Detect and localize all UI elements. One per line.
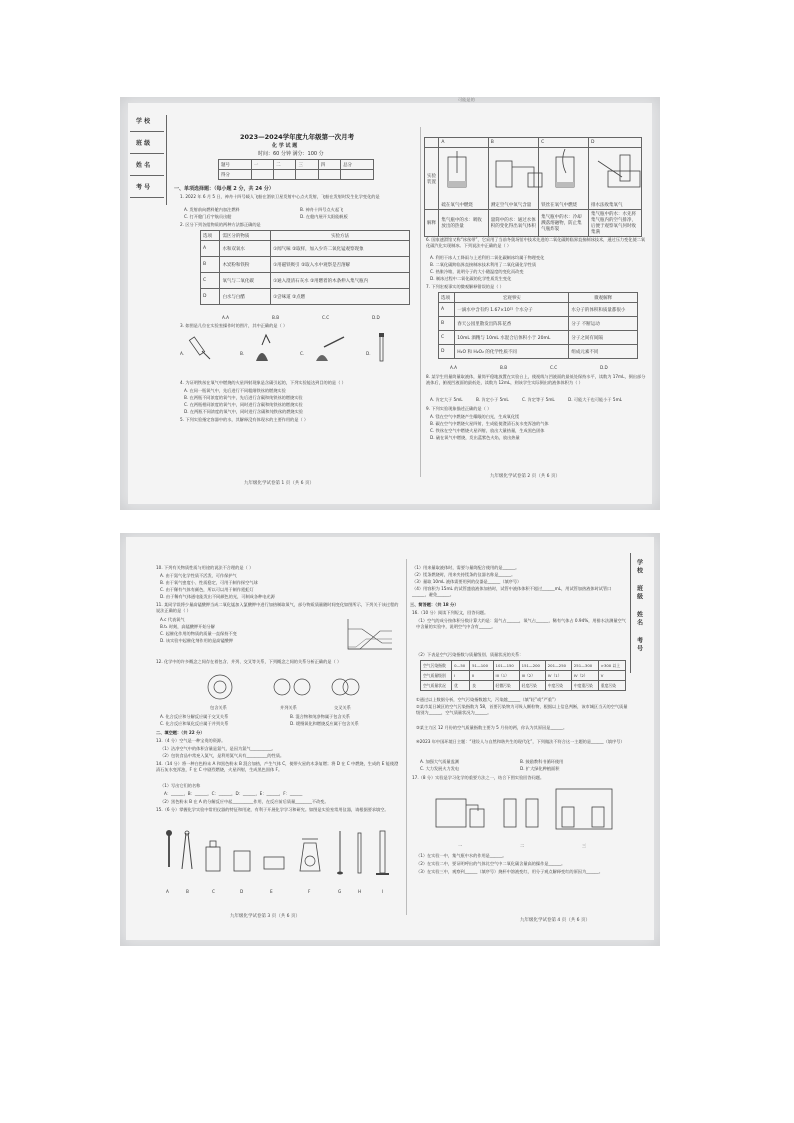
q10-option: C. 由于稀有气体有颜色，所以可以用于制作霓虹灯 <box>160 587 254 592</box>
q2-cell: A <box>201 241 220 257</box>
side-label: 学 校 <box>136 118 151 125</box>
side-label: 班 级 <box>136 140 151 147</box>
page-footer: 九年级化学试卷第 1 页（共 6 页） <box>244 481 314 486</box>
column-divider <box>420 127 421 477</box>
air-quality-table <box>420 660 626 691</box>
glass-rod-icon <box>337 831 343 875</box>
score-cell <box>274 170 296 180</box>
q13-part: （2）包装食品中常充入氮气，是利用氮气具有__________的性质。 <box>160 753 285 758</box>
q3-label: B. <box>240 351 245 356</box>
graph-axes <box>348 619 392 649</box>
q5-caption: 铁丝在氧气中燃烧 <box>541 203 578 208</box>
q8-option: D. 可能大于也可能小于 5mL <box>568 397 622 402</box>
question-6: 6. 国家速滑馆又称“冰丝带”，它采用了当前冬奥场馆中技术先进的二氧化碳跨临界直接制冰技术，通过压力变化使二氧化碳汽化实现制冰。下列说法中正确的是（ ） <box>426 237 646 248</box>
q7-table <box>438 292 638 359</box>
tongs-icon <box>182 831 192 869</box>
q5-row-label: 实验装置 <box>425 148 439 210</box>
sulfur-burning-jar <box>448 151 466 187</box>
score-cell: 三 <box>296 160 318 170</box>
q2-choice: B.B <box>272 315 280 320</box>
question-13: 13.（4 分）空气是一种宝贵的资源。 <box>156 738 226 743</box>
inner-circle <box>214 681 226 693</box>
q15-label: E <box>270 889 273 894</box>
q2-choice: D.D <box>372 315 380 320</box>
q16-option: A. 加强大气质量监测 <box>420 759 459 764</box>
q2-choice: C.C <box>322 315 330 320</box>
question-4: 4. 为证明铁丝在氧气中燃烧的火星四射现象是含碳引起的，下列实验能达到目的的是（ ） <box>180 380 346 385</box>
q6-option: D. 制冰过程中二氧化碳的化学性质发生变化 <box>430 276 512 281</box>
q11-option: C. 起催化作用的物质的质量一直保持不变 <box>160 631 237 636</box>
aqi-cell: 中度污染 <box>545 681 571 691</box>
q3-label: A. <box>180 351 185 356</box>
q2-cell: 氧气与二氧化碳 <box>220 273 271 289</box>
score-cell: 题号 <box>219 160 252 170</box>
side-label: 姓 名 <box>635 611 643 626</box>
q7-cell: B <box>439 317 455 331</box>
q10-option: B. 由于氧气密度小、性质稳定，可用于制作探空气球 <box>160 580 258 585</box>
q7-cell: 10mL 酒精与 10mL 水混合后体积小于 20mL <box>455 331 569 345</box>
experiment-one-apparatus <box>436 799 484 827</box>
q7-cell: 水分子的体积和质量都很小 <box>569 303 638 317</box>
q14-blanks: A：______，B：______，C：______，D：______，E：______，F：______ <box>164 791 303 796</box>
q3-lab-figures <box>176 331 416 365</box>
question-10: 10. 下列有关物质性质与用途的说法不合理的是（ ） <box>156 565 254 570</box>
page-footer: 九年级化学试卷第 3 页（共 6 页） <box>230 914 300 919</box>
score-cell <box>341 170 374 180</box>
q17-part: （2）在实验二中，要证明呼出的气体比空气中二氧化碳含量高的操作是______。 <box>416 861 566 866</box>
q10-option: A. 由于氮气化学性质不活泼，可作保护气 <box>160 573 237 578</box>
q8-option: A. 肯定大于 5mL <box>430 397 463 402</box>
q12-option: A. 化合反应和分解反应属于交叉关系 <box>160 714 229 719</box>
exam-photo-top <box>120 97 660 510</box>
side-label: 考 号 <box>136 184 151 191</box>
dropper-icon <box>166 830 172 867</box>
q2-cell: D <box>201 289 220 305</box>
q15-label: F <box>308 889 311 894</box>
q9-option: C. 铁丝在空气中燃烧火星四射，放出大量热量，生成黑色固体 <box>430 428 545 433</box>
question-9: 9. 下列实验现象描述正确的是（ ） <box>426 406 492 411</box>
score-table <box>218 159 374 180</box>
q2-cell: 水和双氧水 <box>220 241 271 257</box>
q2-header: 选项 <box>201 231 220 241</box>
q7-header: 微观解释 <box>569 293 638 303</box>
aqi-cell: III（2） <box>519 671 545 681</box>
q2-cell: B <box>201 257 220 273</box>
exam-time: 时间：60 分钟 满分：100 分 <box>258 151 324 157</box>
q5-col-header: D <box>589 138 642 148</box>
q5-apparatus-figures <box>438 147 648 195</box>
side-underline <box>130 175 164 176</box>
q9-option: D. 硫在氧气中燃烧，发出蓝紫色火焰，放出热量 <box>430 435 520 440</box>
side-underline <box>130 131 164 132</box>
q4-option: B. 在两瓶不同浓度的氧气中，先后进行含碳和纯铁丝的燃烧实验 <box>184 395 303 400</box>
q5-caption: 排水法收集氧气 <box>591 203 623 208</box>
q14-part: （1）写出它们的名称 <box>160 783 201 788</box>
question-14: 14.（14 分）将一种白色粉末 A 和黑色粉末 B 混合加热，产生气体 C，使带火星的木条复燃；将 D 在 C 中燃烧，生成的 E 能使澄清石灰水变浑浊，F 在 C 中剧烈燃烧，火星四射，生成黑色固体 F。 <box>156 761 399 772</box>
q15-label: D <box>240 889 244 894</box>
q7-cell: H₂O 和 H₂O₂ 的化学性质不同 <box>455 345 569 359</box>
test-tube-heating-figure <box>316 337 344 361</box>
q2-cell: ①尝味道 ②点燃 <box>271 289 410 305</box>
aqi-cell: IV（1） <box>545 671 571 681</box>
q15-part: （1）用来量取液体时，需要与量筒配合使用的是______。 <box>412 565 520 570</box>
parallel-circle <box>294 679 310 695</box>
question-17: 17.（8 分）实验是学习化学的重要方法之一，结合下图实验回答问题。 <box>412 775 545 780</box>
score-cell <box>296 170 318 180</box>
beaker-icon <box>234 851 250 871</box>
q7-cell: 分子之间有间隔 <box>569 331 638 345</box>
q16-subq: ④2023 年中国环境日主题：“建设人与自然和谐共生的现代化”，下列做法不符合这一主题的是______（填序号） <box>416 739 625 744</box>
q17-part: （3）在实验三中，观察到______（填序号）烧杯中溶液变红，用分子观点解释变红的原因为______。 <box>416 869 603 874</box>
q16-option: C. 大力发展火力发电 <box>420 766 460 771</box>
q5-explain: 量筒中的水：通过水体积的变化得出氧气体积 <box>488 210 538 237</box>
q11-mass-time-graph <box>342 617 394 653</box>
q15-part: （2）镁条燃烧时，用来夹持镁条的仪器名称是______。 <box>412 572 516 577</box>
aqi-cell: III（1） <box>493 671 519 681</box>
question-16: 16.（10 分）阅读下列短文，回答问题。 <box>412 610 489 615</box>
q2-cell: 白水与白醋 <box>220 289 271 305</box>
q1-option: D. 在舱内展开太阳能帆板 <box>300 214 348 219</box>
aqi-cell: 轻微污染 <box>493 681 519 691</box>
q5-caption: 测定空气中氧气含量 <box>490 203 532 208</box>
q8-option: C. 肯定等于 5mL <box>522 397 555 402</box>
q12-diagram-label: 包含关系 <box>210 705 227 710</box>
q11-option: A.c 代表氧气 <box>160 617 185 622</box>
exam-subject: 化 学 试 题 <box>272 143 298 149</box>
parallel-circle <box>274 679 290 695</box>
q11-option: B.t₁ 时刻，高锰酸钾开始分解 <box>160 624 215 629</box>
q2-cell: C <box>201 273 220 289</box>
q15-label: H <box>358 889 362 894</box>
score-cell: 二 <box>274 160 296 170</box>
aqi-header: 51—100 <box>470 661 493 671</box>
q7-cell: C <box>439 331 455 345</box>
column-divider <box>406 559 407 915</box>
q7-choice: A.A <box>450 365 457 370</box>
aqi-cell: II <box>470 671 493 681</box>
alcohol-lamp-figure <box>256 335 270 361</box>
aqi-header: 0—50 <box>452 661 470 671</box>
q2-cell: ①用磁铁吸引 ②取入水中观察是否溶解 <box>271 257 410 273</box>
q15-label: I <box>382 889 384 894</box>
side-label: 姓 名 <box>136 162 151 169</box>
aqi-cell: 空气质量级别 <box>421 671 452 681</box>
aqi-header: 251—300 <box>571 661 598 671</box>
q9-option: B. 碳在空气中燃烧火星四射，生成能使澄清石灰水变浑浊的气体 <box>430 421 549 426</box>
q15-label: B <box>186 889 189 894</box>
q7-cell: D <box>439 345 455 359</box>
q17-fig-label: 三 <box>582 843 587 848</box>
q7-cell: 一滴水中含有约 1.67×10²¹ 个水分子 <box>455 303 569 317</box>
q15-instrument-row <box>160 829 400 885</box>
q16-text: （2）下表是空气污染指数与质量级别、质量状况的关系： <box>416 652 524 657</box>
question-3: 3. 如图是几位在实验室操作时的图片，其中正确的是（ ） <box>180 323 288 328</box>
q7-choice: B.B <box>500 365 508 370</box>
q7-header: 宏观事实 <box>455 293 569 303</box>
watch-glass-icon <box>264 857 284 869</box>
side-underline <box>130 153 164 154</box>
aqi-header: 101—150 <box>493 661 519 671</box>
q15-part: （4）用容积为 15mL 的试管盛放液体加热时，试管中液体体积不超过______mL，用试管加热液体时试管口______，避免______。 <box>412 586 612 597</box>
question-5: 5. 下列实验指定容器中的水，其解释没有体现水的主要作用的是（ ） <box>180 417 309 422</box>
q12-option: D. 缓慢氧化和燃烧反应属于包含关系 <box>290 721 359 726</box>
q16-subq: ③某主力区 12 月份的空气质量指数主要为 5 月份的两，你认为其原因是______。 <box>416 725 568 730</box>
exam-title: 2023—2024学年度九年级第一次月考 <box>240 133 355 141</box>
q4-option: D. 在两瓶不同浓度的氧气中，同时进行含碳和纯铁丝的燃烧实验 <box>184 409 303 414</box>
question-11: 11. 某同学误将少量高锰酸钾当成二氧化锰加入氯酸钾中进行加热制取氧气，部分物质质量随时间变化如图所示，下列关于该过程的说法正确的是（ ） <box>156 602 399 613</box>
q1-option: C. 打开舱门后宇航员出舱 <box>184 214 232 219</box>
q9-option: A. 镁在空气中燃烧产生耀眼的白光，生成氧化镁 <box>430 414 520 419</box>
q2-header: 需区分的物质 <box>220 231 271 241</box>
q12-relation-diagram <box>180 673 380 703</box>
q12-diagram-label: 交叉关系 <box>334 705 351 710</box>
section-heading: 二、填空题：（共 22 分） <box>156 730 205 735</box>
score-cell <box>318 170 340 180</box>
aqi-header: 空气污染指数 <box>421 661 452 671</box>
score-cell: 一 <box>251 160 273 170</box>
water-displacement-apparatus <box>598 155 640 187</box>
flask-icon <box>206 841 220 871</box>
q17-experiment-figures <box>430 785 620 841</box>
aqi-header: 201—250 <box>545 661 571 671</box>
q1-option: B. 神舟十四号点火起飞 <box>300 207 344 212</box>
binding-line <box>630 553 631 673</box>
aqi-cell: I <box>452 671 470 681</box>
question-8: 8. 某学生用量筒量取液体，量筒平稳地放置在实验台上，使视线与凹液面的最低处保持水平，读数为 17mL，倒出部分液体后，俯视凹液面的最低处，读数为 12mL，则该学生实际倒出的液体体积为（ ） <box>426 374 646 385</box>
q16-text: （1）空气的成分按体积分数计算大约是：氮气占______，氧气占______，稀有气体占 0.94%，用排水法测量空气中含量的实验中，说明空气中含有______。 <box>416 618 626 629</box>
outer-circle <box>208 675 232 699</box>
aqi-cell: 轻度污染 <box>519 681 545 691</box>
experiment-three-apparatus <box>556 789 612 829</box>
aqi-header: 151—200 <box>519 661 545 671</box>
aqi-cell: 空气质量状况 <box>421 681 452 691</box>
q3-label: C. <box>300 351 305 356</box>
question-2: 2. 区分下列各组物质的两种方法都正确的是 <box>180 222 261 227</box>
q6-option: A. 利用干冰人工降雨与上述利用二氧化碳制冰均属于物理变化 <box>430 255 545 260</box>
q15-label: G <box>338 889 342 894</box>
q5-col-header: C <box>539 138 589 148</box>
binding-line <box>166 115 167 205</box>
q5-caption: 硫在氧气中燃烧 <box>441 203 473 208</box>
q5-explain: 集气瓶中的水：冷却溅落熔融物，防止集气瓶炸裂 <box>539 210 589 237</box>
q7-header: 选项 <box>439 293 455 303</box>
q2-choice: A.A <box>222 315 229 320</box>
q8-option: B. 肯定小于 5mL <box>476 397 509 402</box>
q1-option: A. 发射前向燃料舱内加注燃料 <box>184 207 240 212</box>
oxygen-content-apparatus <box>496 161 542 187</box>
side-underline <box>130 197 164 198</box>
q15-label: C <box>212 889 215 894</box>
score-cell: 总分 <box>341 160 374 170</box>
question-1: 1. 2022 年 6 月 5 日，神舟十四号载人飞船在酒泉卫星发射中心点火发射，飞船在发射时发生化学变化的是 <box>180 194 380 199</box>
pouring-liquid-figure <box>189 337 210 359</box>
page-footer: 九年级化学试卷第 4 页（共 6 页） <box>520 918 590 923</box>
q17-fig-label: 二 <box>520 843 525 848</box>
section-heading: 三、简答题：（共 18 分） <box>410 602 459 607</box>
q17-fig-label: 一 <box>458 843 463 848</box>
graph-curve-b <box>348 631 392 649</box>
q11-option: D. 该实验中起催化剂作用的是高锰酸钾 <box>160 638 233 643</box>
q12-option: B. 混合物和纯净物属于包含关系 <box>290 714 350 719</box>
q7-cell: 分子 不断运动 <box>569 317 638 331</box>
q16-option: B. 鼓励教科书循环使用 <box>520 759 564 764</box>
q7-choice: C.C <box>550 365 558 370</box>
exam-photo-bottom <box>120 533 660 946</box>
q15-label: A <box>166 889 169 894</box>
q16-option: D. 扩大绿化种植面积 <box>520 766 560 771</box>
q12-option: C. 化合反应和氧化反应属于并列关系 <box>160 721 229 726</box>
cross-circle <box>343 679 359 695</box>
question-12: 12. 化学中的许多概念之间存在着包含、并列、交叉等关系，下列概念之间的关系分析正确的是（ ） <box>156 659 342 664</box>
experiment-two-apparatus <box>504 799 538 827</box>
q4-option: A. 在同一瓶氧气中，先后进行不同粗细铁丝的燃烧实验 <box>184 388 286 393</box>
side-label: 考 号 <box>635 637 643 652</box>
question-7: 7. 下列宏观事实的微观解释错误的是（ ） <box>426 284 504 289</box>
q6-option: C. 热胀冷缩，说明分子的大小随温度的变化而改变 <box>430 269 524 274</box>
aqi-cell: 重度污染 <box>598 681 625 691</box>
aqi-cell: 优 <box>452 681 470 691</box>
iron-burning-jar <box>556 149 574 187</box>
q4-option: C. 在两瓶相同浓度的氧气中，同时进行含碳和纯铁丝的燃烧实验 <box>184 402 303 407</box>
aqi-cell: V <box>598 671 625 681</box>
score-cell <box>251 170 273 180</box>
aqi-cell: 良 <box>470 681 493 691</box>
corner-tag: 可能是的 <box>458 97 475 102</box>
q15-part: （3）量取 10mL 液体需要用到的仪器是______（填序号） <box>412 579 522 584</box>
aqi-cell: IV（2） <box>571 671 598 681</box>
score-cell: 得分 <box>219 170 252 180</box>
q16-subq: ②某市某日城区的空气污染指数为 58，首要污染物为可吸入颗粒物，根据以上信息判断，该市城区当天的空气质量级别为______，空气质量状况为______。 <box>416 704 628 715</box>
test-tube-icon <box>358 833 361 873</box>
q5-col-header: B <box>488 138 538 148</box>
q2-header: 实验方法 <box>271 231 410 241</box>
q2-cell: ①闻气味 ②取样，加入少许二氧化锰观察现象 <box>271 241 410 257</box>
q16-subq: ①通过以上数据分析，空气污染指数越大，污染越______（填“轻”或“严重”） <box>416 697 559 702</box>
q13-part: （1）洁净空气中的体积含量是氮气，是因为氮气__________。 <box>160 746 276 751</box>
q6-option: B. 二氧化碳跨临界直接制冰技术利用了二氧化碳化学性质 <box>430 262 537 267</box>
q7-cell: 春天公园里散发出阵阵花香 <box>455 317 569 331</box>
q5-explain: 集气瓶中的水：吸收放出的热量 <box>439 210 488 237</box>
graduated-cylinder-icon <box>376 831 389 875</box>
q5-col-header: A <box>439 138 488 148</box>
q12-diagram-label: 并列关系 <box>280 705 297 710</box>
q5-explain: 集气瓶中的水：水先将集气瓶内的空气排净，后便于观察氧气何时收集满 <box>589 210 642 237</box>
q7-cell: A <box>439 303 455 317</box>
dropper-figure <box>379 333 384 361</box>
q5-row-label: 解释 <box>425 210 439 237</box>
side-label: 班 级 <box>635 585 643 600</box>
q2-cell: ①通入澄清石灰水 ②用燃着的木条伸入集气瓶内 <box>271 273 410 289</box>
q17-part: （1）在实验一中，集气瓶中水的作用是______。 <box>416 853 507 858</box>
aqi-cell: 中度重污染 <box>571 681 598 691</box>
q10-option: D. 由于稀有气体通电能发出不同颜色的光，可制成各种电光源 <box>160 594 275 599</box>
q7-cell: 组成元素不同 <box>569 345 638 359</box>
section-heading: 一、单项选择题：（每小题 2 分，共 24 分） <box>174 186 274 192</box>
alcohol-lamp-icon <box>300 839 320 871</box>
q3-label: D. <box>366 351 371 356</box>
q2-cell: 木炭粉和铁粉 <box>220 257 271 273</box>
q14-part: （2）黑色粉末 B 在 A 的分解反应中起__________作用，在反应前后质量________不改变。 <box>160 799 329 804</box>
q2-table <box>200 230 410 305</box>
page-footer: 九年级化学试卷第 2 页（共 6 页） <box>490 474 560 479</box>
aqi-header: >300 以上 <box>598 661 625 671</box>
question-15: 15.（6 分）掌握化学实验中常用仪器的特征和用途，有利于开展化学学习和研究。如图是实验室常用仪器，请根据要求填空。 <box>156 807 389 812</box>
score-cell: 四 <box>318 160 340 170</box>
q7-choice: D.D <box>600 365 608 370</box>
side-label: 学 校 <box>635 559 643 574</box>
